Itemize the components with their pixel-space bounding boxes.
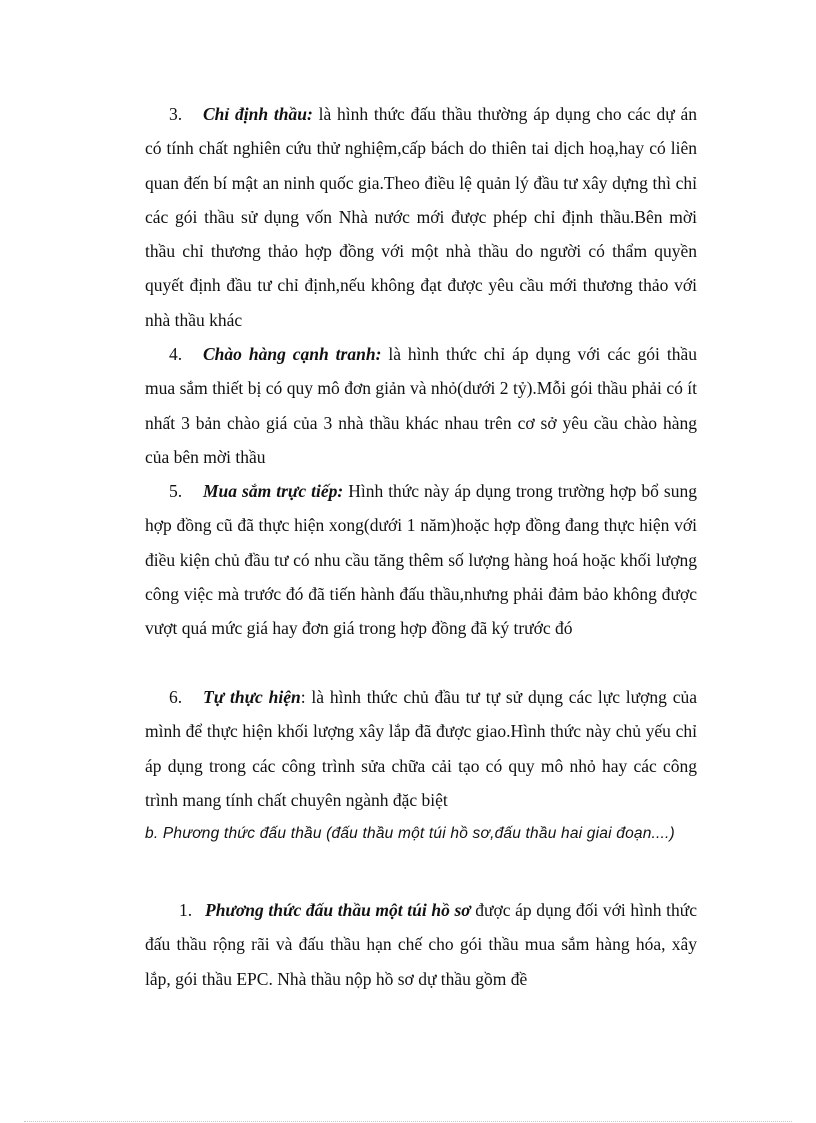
paragraph-chao-hang-canh-tranh — [145, 337, 697, 474]
list-number: 6. — [169, 687, 183, 707]
paragraph-chi-dinh-thau — [145, 97, 697, 337]
list-number: 3. — [169, 104, 183, 124]
term-label: Chỉ định thầu: — [203, 104, 313, 124]
paragraph-mot-tui-ho-so — [145, 893, 697, 996]
list-number: 4. — [169, 344, 183, 364]
paragraph-tu-thuc-hien — [145, 680, 697, 817]
paragraph-body: được áp dụng đối với hình thức đấu thầu rộng rãi và đấu thầu hạn chế cho gói thầu mua sắm hàng hóa, xây lắp, gói thầu EPC. Nhà thầu nộp hồ sơ dự thầu gồm đề — [145, 900, 697, 989]
term-label: Mua sắm trực tiếp: — [203, 481, 344, 501]
subheading-phuong-thuc: b. Phương thức đấu thầu (đấu thầu một túi hồ sơ,đấu thầu hai giai đoạn....) — [145, 825, 675, 842]
paragraph-body: Hình thức này áp dụng trong trường hợp bổ sung hợp đồng cũ đã thực hiện xong(dưới 1 năm)hoặc hợp đồng đang thực hiện với điều kiện chủ đầu tư có nhu cầu tăng thêm số lượng hàng hoá hoặc khối lượng công việc mà trước đó đã tiến hành đấu thầu,nhưng phải đảm bảo không được vượt quá mức giá hay đơn giá trong hợp đồng đã ký trước đó — [145, 481, 697, 639]
paragraph-body: là hình thức đấu thầu thường áp dụng cho các dự án có tính chất nghiên cứu thử nghiệm,cấp bách do thiên tai dịch hoạ,hay có liên quan đến bí mật an ninh quốc gia.Theo điều lệ quản lý đầu tư xây dựng thì chỉ các gói thầu sử dụng vốn Nhà nước mới được phép chỉ định thầu.Bên mời thầu chỉ thương thảo hợp đồng với một nhà thầu do người có thẩm quyền quyết định đầu tư chỉ định,nếu không đạt được yêu cầu mới thương thảo với nhà thầu khác — [145, 104, 697, 330]
term-label: Tự thực hiện — [203, 687, 301, 707]
paragraph-body: : là hình thức chủ đầu tư tự sử dụng các lực lượng của mình để thực hiện khối lượng xây lắp đã được giao.Hình thức này chủ yếu chỉ áp dụng trong các công trình sửa chữa cải tạo có quy mô nhỏ hay các công trình mang tính chất chuyên ngành đặc biệt — [145, 687, 697, 810]
term-label: Chào hàng cạnh tranh: — [203, 344, 382, 364]
list-number: 1. — [179, 900, 193, 920]
paragraph-mua-sam-truc-tiep — [145, 474, 697, 645]
term-label: Phương thức đấu thầu một túi hồ sơ — [205, 900, 471, 920]
list-number: 5. — [169, 481, 183, 501]
paragraph-body: là hình thức chỉ áp dụng với các gói thầu mua sắm thiết bị có quy mô đơn giản và nhỏ(dưới 2 tỷ).Mỗi gói thầu phải có ít nhất 3 bản chào giá của 3 nhà thầu khác nhau trên cơ sở yêu cầu chào hàng của bên mời thầu — [145, 344, 697, 467]
page-bottom-divider — [24, 1121, 792, 1122]
